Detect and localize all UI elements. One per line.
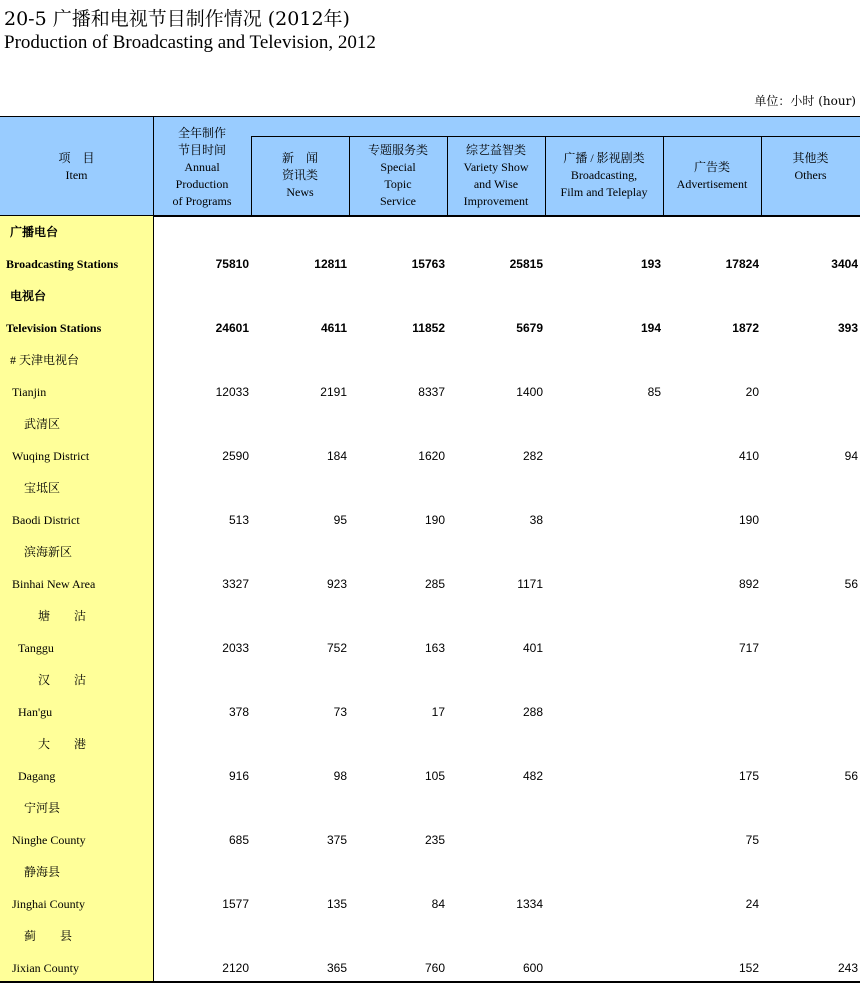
cell-value — [565, 216, 661, 248]
cell-value — [663, 600, 759, 632]
cell-value — [663, 216, 759, 248]
cell-value: 73 — [333, 705, 347, 719]
cell-value: 152 — [738, 961, 759, 975]
cell-value — [349, 472, 445, 504]
cell-value — [153, 344, 249, 376]
cell-value — [565, 344, 661, 376]
cell-value — [349, 856, 445, 888]
cell-value — [251, 920, 347, 952]
cell-value — [349, 728, 445, 760]
cell-value — [663, 728, 759, 760]
cell-value: 482 — [522, 769, 543, 783]
cell-value — [762, 728, 858, 760]
table-row — [0, 600, 860, 632]
cell-value — [447, 408, 543, 440]
cell-value: 17824 — [725, 257, 759, 271]
cell-value — [663, 280, 759, 312]
cell-value — [251, 792, 347, 824]
cell-value — [565, 568, 661, 600]
cell-value: 378 — [228, 705, 249, 719]
table-row — [0, 376, 860, 408]
row-label: Jinghai County — [12, 897, 86, 911]
cell-value: 38 — [529, 513, 543, 527]
row-label: Television Stations — [6, 321, 102, 335]
cell-value — [663, 536, 759, 568]
table-row — [0, 728, 860, 760]
row-label: Binhai New Area — [12, 577, 96, 591]
row-label: 滨海新区 — [24, 545, 73, 559]
header-annual: 全年制作 节目时间 Annual Production of Programs — [172, 126, 232, 208]
cell-value — [565, 888, 661, 920]
cell-value — [762, 920, 858, 952]
cell-value: 98 — [333, 769, 347, 783]
row-label: 武清区 — [24, 417, 61, 431]
cell-value — [153, 408, 249, 440]
header-special: 专题服务类 Special Topic Service — [367, 143, 428, 208]
row-label: 宁河县 — [24, 801, 61, 815]
table-row — [0, 248, 860, 280]
cell-value — [565, 408, 661, 440]
cell-value — [153, 216, 249, 248]
cell-value — [349, 408, 445, 440]
cell-value — [251, 600, 347, 632]
table-row — [0, 536, 860, 568]
row-label: Jixian County — [12, 961, 80, 975]
cell-value: 25815 — [509, 257, 543, 271]
unit-label: 单位：小时 (hour) — [754, 94, 856, 108]
cell-value: 2120 — [222, 961, 249, 975]
cell-value — [349, 600, 445, 632]
cell-value — [349, 280, 445, 312]
cell-value — [762, 472, 858, 504]
cell-value — [565, 664, 661, 696]
row-label: Han'gu — [18, 705, 53, 719]
cell-value — [153, 280, 249, 312]
table-title-chinese: 20-5 广播和电视节目制作情况 (2012年) — [4, 8, 350, 30]
cell-value: 94 — [844, 449, 858, 463]
cell-value: 600 — [522, 961, 543, 975]
cell-value — [153, 856, 249, 888]
cell-value — [762, 632, 858, 664]
cell-value: 401 — [522, 641, 543, 655]
cell-value: 1872 — [732, 321, 759, 335]
cell-value: 717 — [738, 641, 759, 655]
cell-value: 513 — [228, 513, 249, 527]
cell-value — [251, 472, 347, 504]
cell-value: 75810 — [215, 257, 249, 271]
cell-value — [251, 408, 347, 440]
cell-value — [447, 472, 543, 504]
table-row — [0, 664, 860, 696]
cell-value: 2590 — [222, 449, 249, 463]
cell-value — [251, 856, 347, 888]
table-row — [0, 824, 860, 856]
table-row — [0, 280, 860, 312]
table-row — [0, 888, 860, 920]
cell-value: 4611 — [320, 321, 347, 335]
table-row — [0, 216, 860, 248]
header-divider — [663, 136, 664, 215]
header-advertisement: 广告类 Advertisement — [676, 160, 748, 191]
header-divider — [349, 136, 350, 215]
cell-value: 194 — [640, 321, 661, 335]
cell-value: 24 — [745, 897, 759, 911]
cell-value — [349, 216, 445, 248]
cell-value — [663, 856, 759, 888]
cell-value — [153, 920, 249, 952]
cell-value: 410 — [738, 449, 759, 463]
cell-value: 760 — [424, 961, 445, 975]
cell-value — [663, 664, 759, 696]
cell-value: 190 — [424, 513, 445, 527]
row-label: 汉 沽 — [38, 673, 87, 687]
cell-value — [565, 952, 661, 984]
cell-value — [447, 600, 543, 632]
cell-value: 12033 — [215, 385, 249, 399]
cell-value — [762, 888, 858, 920]
table-row — [0, 760, 860, 792]
header-item: 项 目 Item — [58, 151, 95, 182]
cell-value — [663, 408, 759, 440]
cell-value: 282 — [522, 449, 543, 463]
cell-value: 393 — [837, 321, 858, 335]
cell-value: 20 — [745, 385, 759, 399]
cell-value — [762, 280, 858, 312]
cell-value — [565, 504, 661, 536]
cell-value: 56 — [844, 769, 858, 783]
cell-value — [349, 536, 445, 568]
cell-value: 163 — [424, 641, 445, 655]
table-row — [0, 696, 860, 728]
cell-value — [251, 216, 347, 248]
cell-value — [447, 536, 543, 568]
cell-value — [663, 792, 759, 824]
row-label: Ninghe County — [12, 833, 86, 847]
cell-value — [349, 792, 445, 824]
cell-value: 85 — [647, 385, 661, 399]
cell-value — [762, 376, 858, 408]
cell-value — [762, 664, 858, 696]
header-divider — [153, 117, 154, 215]
cell-value — [565, 600, 661, 632]
cell-value — [447, 344, 543, 376]
cell-value — [349, 664, 445, 696]
cell-value — [663, 696, 759, 728]
cell-value — [447, 792, 543, 824]
row-label: 电视台 — [10, 289, 47, 303]
cell-value — [565, 760, 661, 792]
row-label: 塘 沽 — [38, 609, 87, 623]
cell-value: 235 — [424, 833, 445, 847]
cell-value — [153, 600, 249, 632]
cell-value — [565, 280, 661, 312]
cell-value: 190 — [738, 513, 759, 527]
cell-value: 685 — [228, 833, 249, 847]
cell-value — [762, 824, 858, 856]
header-broadcasting: 广播 / 影视剧类 Broadcasting, Film and Teleplay — [560, 151, 648, 199]
header-news: 新 闻 资讯类 News — [281, 151, 318, 199]
cell-value: 15763 — [411, 257, 445, 271]
cell-value: 84 — [431, 897, 445, 911]
cell-value: 243 — [837, 961, 858, 975]
cell-value — [762, 344, 858, 376]
cell-value — [447, 856, 543, 888]
cell-value: 923 — [326, 577, 347, 591]
cell-value: 3404 — [831, 257, 858, 271]
cell-value — [447, 728, 543, 760]
cell-value — [153, 472, 249, 504]
header-variety: 综艺益智类 Variety Show and Wise Improvement — [463, 143, 529, 208]
cell-value: 175 — [738, 769, 759, 783]
row-label: 蓟 县 — [24, 929, 73, 943]
cell-value — [447, 824, 543, 856]
table-row — [0, 568, 860, 600]
cell-value — [153, 792, 249, 824]
cell-value: 193 — [640, 257, 661, 271]
header-subrule — [251, 136, 860, 137]
bottom-rule — [0, 981, 860, 983]
cell-value — [153, 536, 249, 568]
cell-value — [349, 920, 445, 952]
cell-value — [565, 824, 661, 856]
table-row — [0, 408, 860, 440]
cell-value: 2191 — [320, 385, 347, 399]
table-row — [0, 632, 860, 664]
cell-value: 1400 — [516, 385, 543, 399]
row-label: 宝坻区 — [24, 481, 61, 495]
table-row — [0, 952, 860, 984]
header-divider — [545, 136, 546, 215]
cell-value — [762, 600, 858, 632]
row-label: Dagang — [18, 769, 56, 783]
cell-value: 12811 — [314, 257, 347, 271]
cell-value: 24601 — [215, 321, 249, 335]
table-title-english: Production of Broadcasting and Television, 2012 — [4, 32, 376, 53]
cell-value — [251, 728, 347, 760]
cell-value: 135 — [326, 897, 347, 911]
cell-value: 752 — [326, 641, 347, 655]
cell-value — [251, 344, 347, 376]
cell-value: 184 — [326, 449, 347, 463]
header-divider — [447, 136, 448, 215]
cell-value — [565, 856, 661, 888]
cell-value — [447, 216, 543, 248]
row-label: Tianjin — [12, 385, 47, 399]
table-row — [0, 344, 860, 376]
row-label: 广播电台 — [10, 225, 59, 239]
cell-value — [762, 408, 858, 440]
table-row — [0, 792, 860, 824]
header-others: 其他类 Others — [792, 151, 829, 182]
cell-value — [762, 216, 858, 248]
cell-value — [565, 632, 661, 664]
table-row — [0, 856, 860, 888]
cell-value — [565, 920, 661, 952]
cell-value: 17 — [431, 705, 445, 719]
row-label: 静海县 — [24, 865, 61, 879]
cell-value — [565, 696, 661, 728]
row-label: Tanggu — [18, 641, 54, 655]
cell-value: 105 — [424, 769, 445, 783]
cell-value: 1620 — [418, 449, 445, 463]
table-row — [0, 920, 860, 952]
cell-value: 365 — [326, 961, 347, 975]
table-row — [0, 440, 860, 472]
cell-value — [663, 472, 759, 504]
cell-value: 11852 — [412, 321, 445, 335]
cell-value: 892 — [738, 577, 759, 591]
cell-value: 3327 — [222, 577, 249, 591]
cell-value — [565, 536, 661, 568]
cell-value: 288 — [522, 705, 543, 719]
header-divider — [251, 136, 252, 215]
cell-value — [663, 344, 759, 376]
cell-value — [251, 664, 347, 696]
cell-value — [447, 664, 543, 696]
cell-value: 95 — [333, 513, 347, 527]
cell-value: 5679 — [516, 321, 543, 335]
row-label: Wuqing District — [12, 449, 90, 463]
cell-value — [762, 792, 858, 824]
cell-value: 1171 — [517, 577, 543, 591]
cell-value — [251, 536, 347, 568]
cell-value — [447, 280, 543, 312]
cell-value — [565, 728, 661, 760]
cell-value — [663, 920, 759, 952]
cell-value — [762, 696, 858, 728]
table-row — [0, 312, 860, 344]
cell-value: 916 — [228, 769, 249, 783]
cell-value — [762, 536, 858, 568]
row-label: # 天津电视台 — [10, 353, 80, 367]
cell-value: 375 — [326, 833, 347, 847]
cell-value — [565, 792, 661, 824]
cell-value — [565, 472, 661, 504]
cell-value: 1577 — [222, 897, 249, 911]
cell-value — [565, 440, 661, 472]
cell-value — [349, 344, 445, 376]
row-label: 大 港 — [38, 737, 87, 751]
cell-value: 56 — [844, 577, 858, 591]
cell-value: 8337 — [418, 385, 445, 399]
table-row — [0, 472, 860, 504]
cell-value — [251, 280, 347, 312]
cell-value: 2033 — [222, 641, 249, 655]
cell-value — [762, 856, 858, 888]
cell-value — [762, 504, 858, 536]
header-divider — [761, 136, 762, 215]
cell-value: 1334 — [516, 897, 543, 911]
row-label: Broadcasting Stations — [6, 257, 119, 271]
table-row — [0, 504, 860, 536]
cell-value — [153, 664, 249, 696]
cell-value — [447, 920, 543, 952]
cell-value: 75 — [745, 833, 759, 847]
cell-value: 285 — [424, 577, 445, 591]
cell-value — [153, 728, 249, 760]
row-label: Baodi District — [12, 513, 80, 527]
